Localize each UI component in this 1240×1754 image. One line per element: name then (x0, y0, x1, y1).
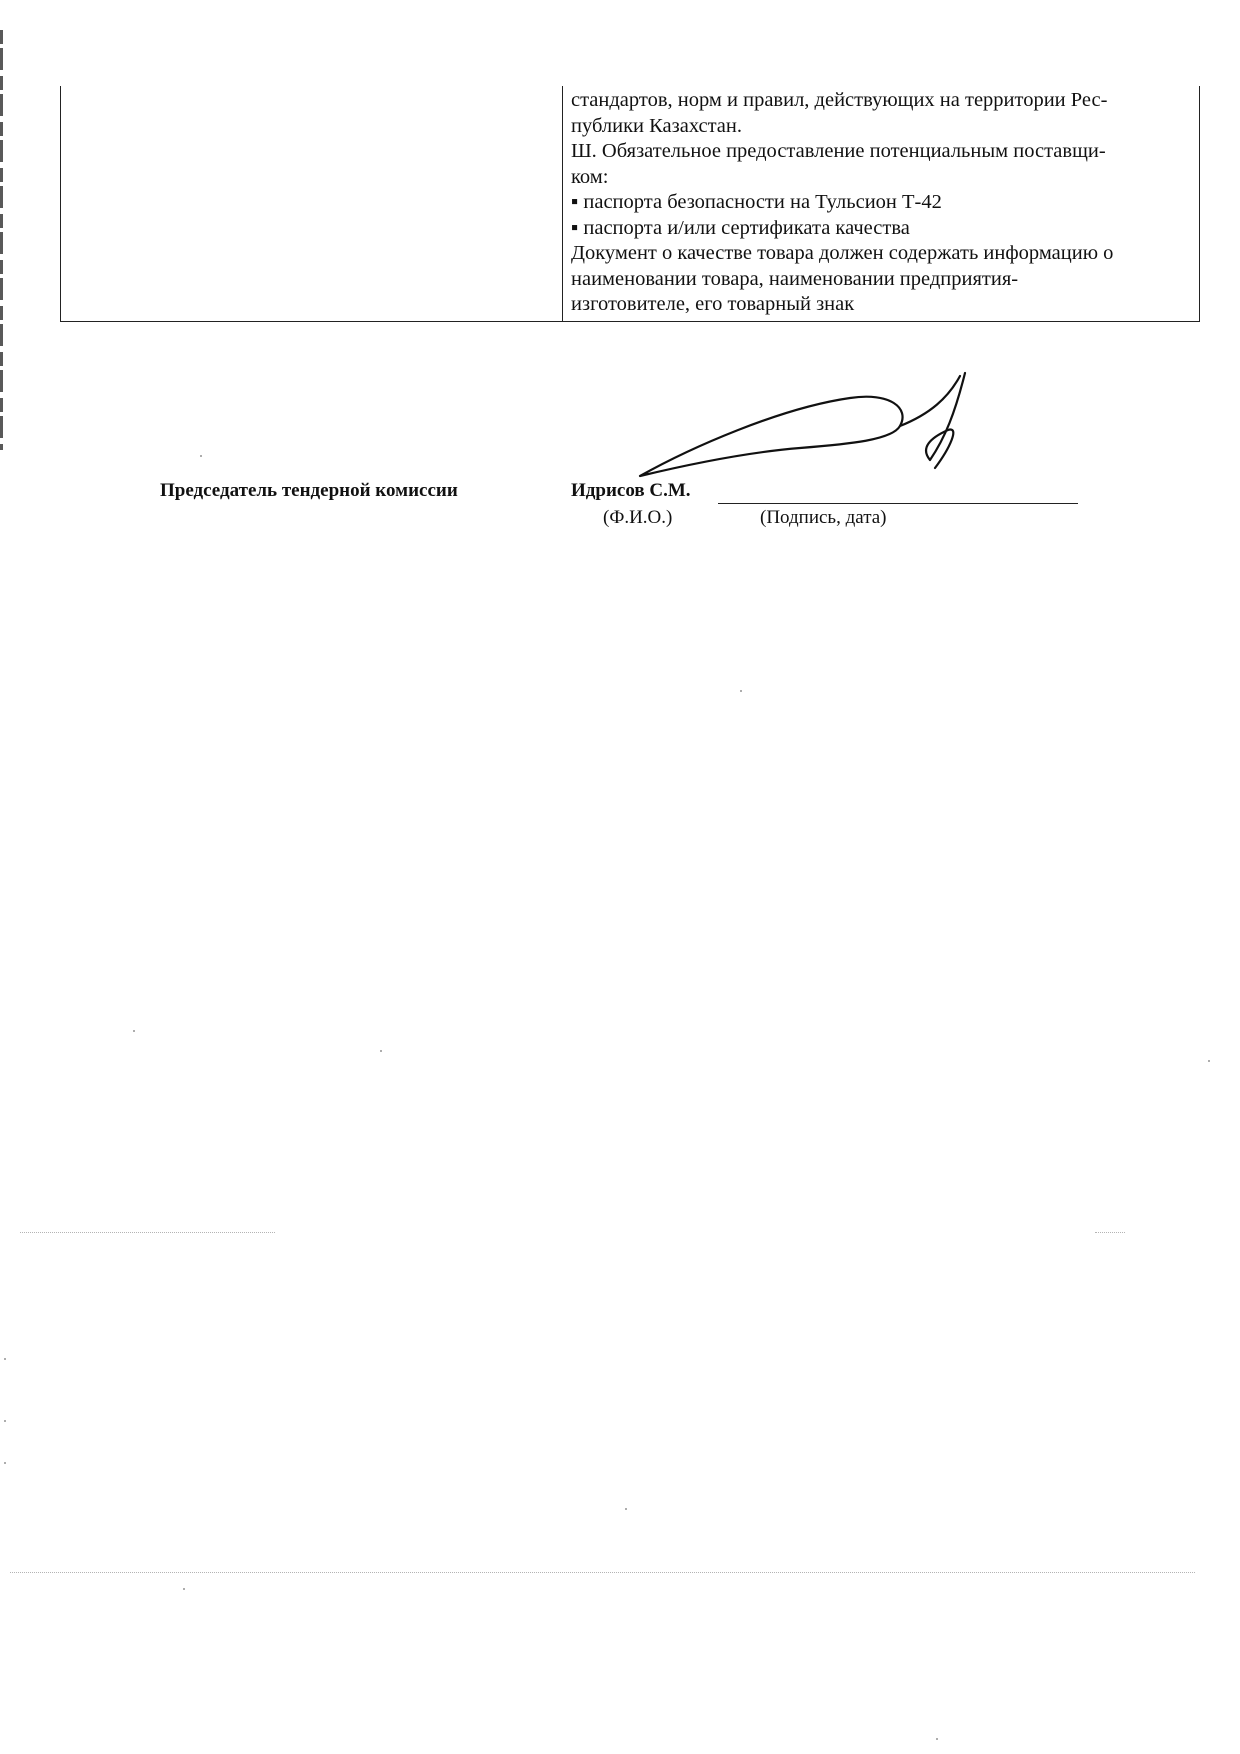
scan-speck (4, 1462, 6, 1464)
scan-speck (183, 1588, 185, 1590)
cell-line: изготовителе, его товарный знак (571, 293, 855, 315)
scan-speck (740, 690, 742, 692)
caption-fio: (Ф.И.О.) (603, 507, 673, 528)
handwritten-signature (630, 368, 1010, 498)
scan-speck (380, 1050, 382, 1052)
cell-line: ком: (571, 165, 609, 188)
scan-speck (4, 1420, 6, 1422)
chair-name: Идрисов С.М. (571, 480, 691, 501)
scan-speck (133, 1030, 135, 1032)
scan-speck (936, 1738, 938, 1740)
cell-line: наименовании товара, наименовании предприятия- (571, 267, 1019, 290)
signature-block (0, 0, 1240, 600)
cell-line: Ш. Обязательное предоставление потенциальным поставщи- (571, 140, 1106, 162)
chair-position-label: Председатель тендерной комиссии (160, 480, 458, 501)
scan-speck (1208, 1060, 1210, 1062)
scan-speck (4, 1358, 6, 1360)
cell-line: Документ о качестве товара должен содержать информацию о (571, 242, 1114, 264)
scan-noise-line (20, 1232, 275, 1233)
scan-speck (200, 455, 202, 457)
cell-line: стандартов, норм и правил, действующих на территории Рес- (571, 89, 1108, 111)
signature-line (718, 503, 1078, 504)
scan-speck (625, 1508, 627, 1510)
cell-line: публики Казахстан. (571, 114, 742, 137)
caption-signature-date: (Подпись, дата) (760, 507, 887, 528)
cell-line: ▪ паспорта безопасности на Тульсион Т-42 (571, 191, 942, 213)
scan-noise-line (1095, 1232, 1125, 1233)
scan-noise-line (10, 1572, 1195, 1573)
cell-line: ▪ паспорта и/или сертификата качества (571, 216, 910, 239)
